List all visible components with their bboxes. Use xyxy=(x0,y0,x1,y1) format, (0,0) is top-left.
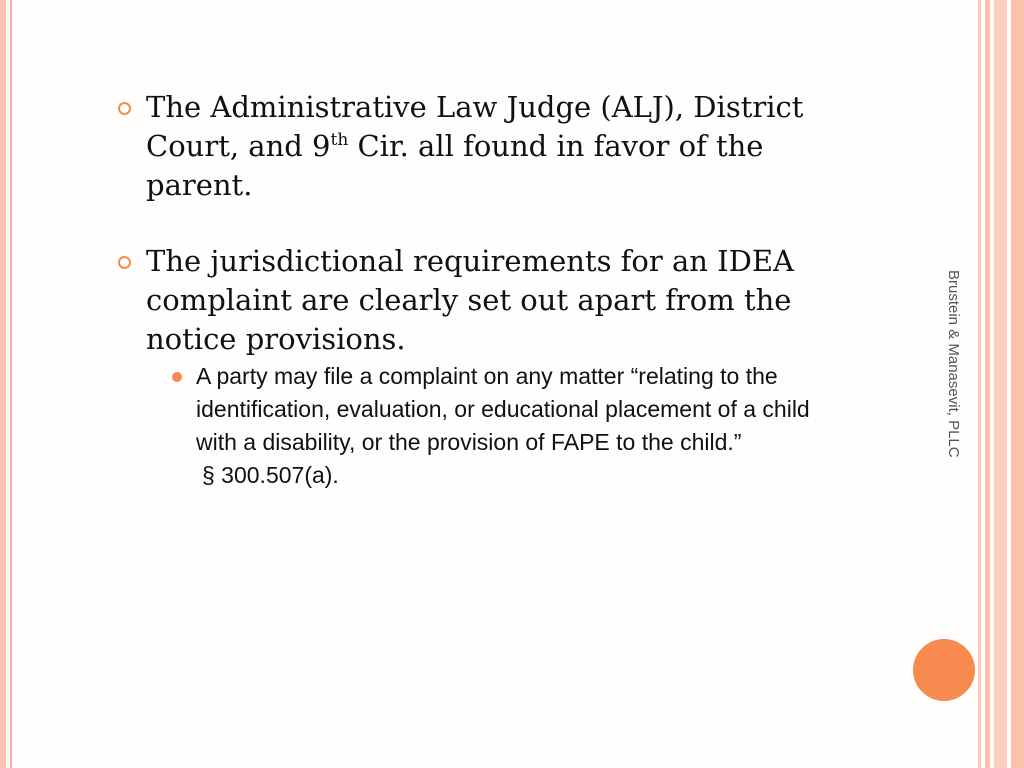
left-border-line xyxy=(10,0,12,768)
sub-bullet-item xyxy=(196,360,830,492)
ring-bullet-icon xyxy=(118,102,131,115)
bullet-item xyxy=(118,242,818,492)
right-border-stripe xyxy=(978,0,981,768)
bullet-text: The Administrative Law Judge (ALJ), District Court, and 9 xyxy=(146,90,804,163)
slide-content xyxy=(118,88,818,529)
sub-bullet-list xyxy=(158,360,830,492)
right-border-stripe xyxy=(1011,0,1024,768)
sub-bullet-text: A party may file a complaint on any matter “relating to the identification, evaluation, or educational placement of a child with a disability, or the provision of FAPE to the child.” xyxy=(196,363,810,455)
dot-bullet-icon xyxy=(172,372,182,382)
bullet-item xyxy=(118,88,818,205)
right-border-stripe xyxy=(985,0,990,768)
ring-bullet-icon xyxy=(118,256,131,269)
bullet-superscript: th xyxy=(330,130,349,150)
right-border-stripe xyxy=(994,0,1007,768)
bullet-text: The jurisdictional requirements for an IDEA complaint are clearly set out apart from the notice provisions. xyxy=(146,244,794,356)
footer-text: Brustein & Manasevit, PLLC xyxy=(945,270,962,458)
left-border xyxy=(0,0,6,768)
bullet-text: Cir. all found in favor of the parent. xyxy=(146,129,764,202)
decorative-circle xyxy=(913,639,975,701)
citation: § 300.507(a). xyxy=(202,462,339,488)
